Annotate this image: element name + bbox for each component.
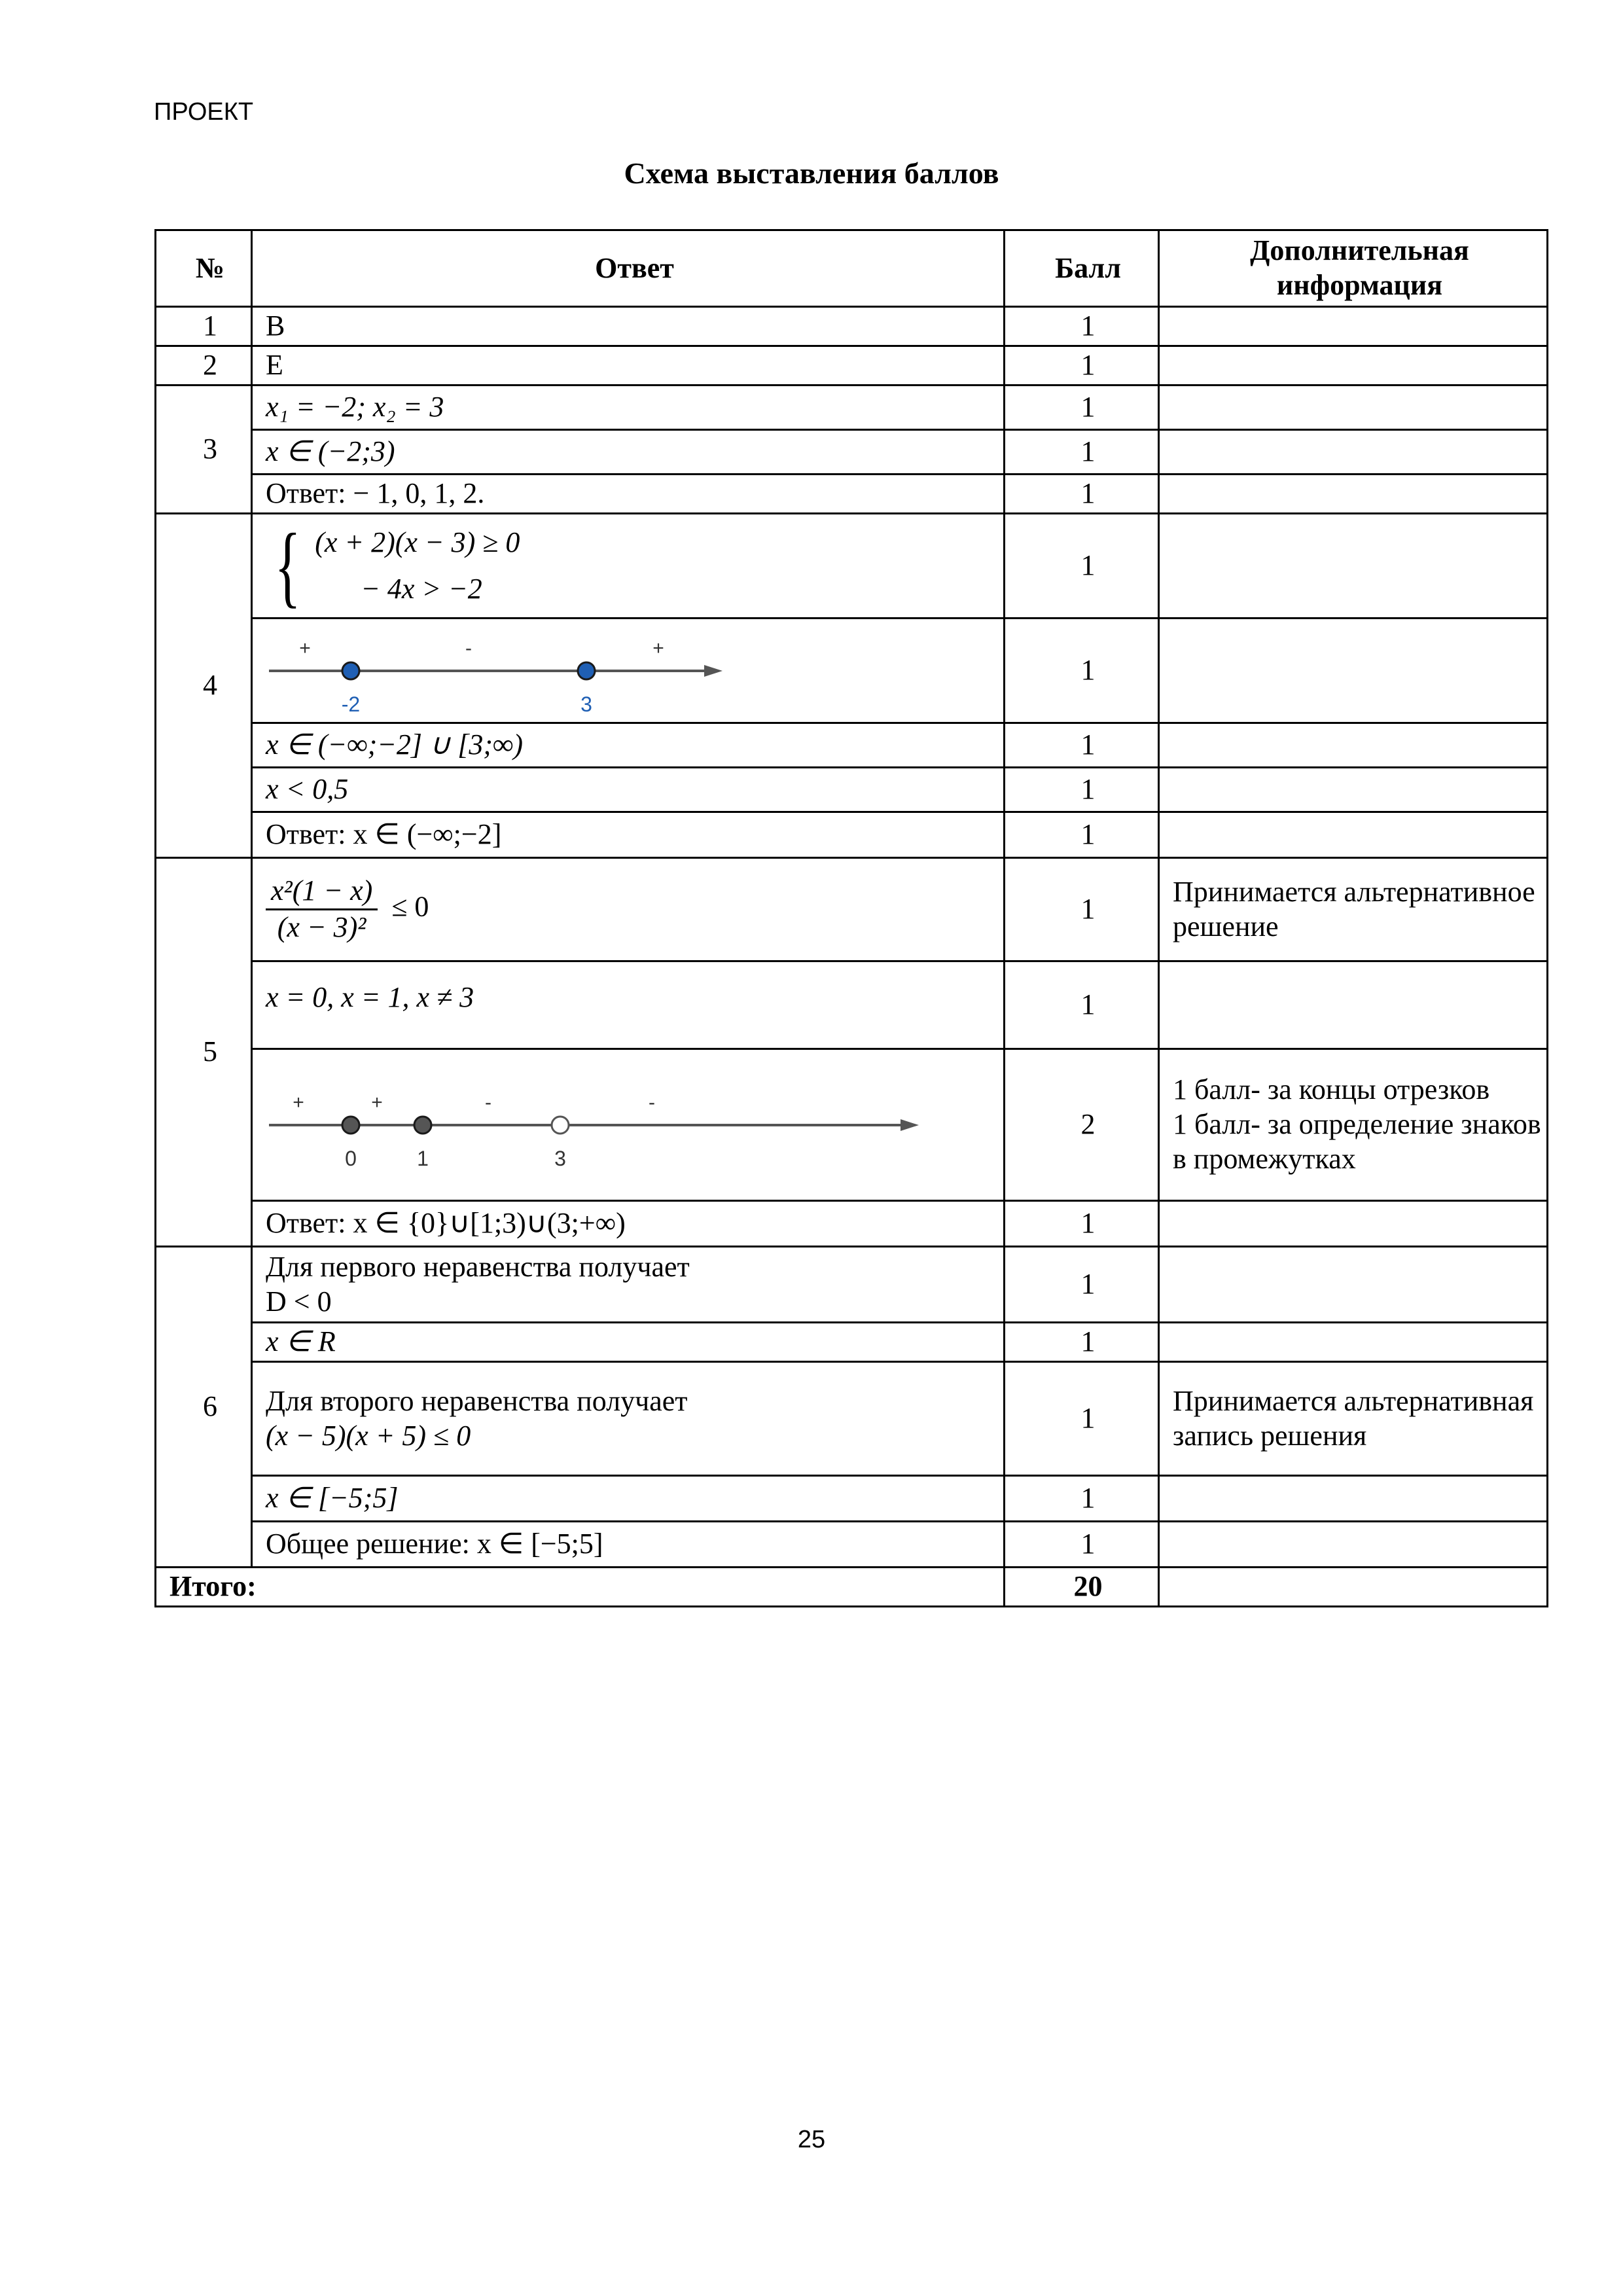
point-label: 0 xyxy=(345,1146,357,1168)
extra-cell xyxy=(1159,307,1548,346)
table-row xyxy=(156,812,1548,858)
arrow-head-icon xyxy=(704,665,722,677)
extra-cell xyxy=(1159,475,1548,514)
point-label: 1 xyxy=(417,1146,429,1168)
answer-cell: x ∈ (−∞;−2] ∪ [3;∞) xyxy=(252,723,1005,768)
page-number: 25 xyxy=(797,2126,826,2153)
answer-cell: x₁ = −2; x₂ = 3 xyxy=(252,386,1005,430)
number-line-q4 xyxy=(266,628,737,713)
table-row xyxy=(156,1201,1548,1247)
table-row xyxy=(156,1476,1548,1522)
table-row xyxy=(156,961,1548,1049)
table-row xyxy=(156,1247,1548,1323)
answer-cell: Общее решение: x ∈ [−5;5] xyxy=(252,1522,1005,1568)
interval-sign: - xyxy=(465,637,472,659)
score-cell: 1 xyxy=(1005,1247,1159,1323)
interval-sign: + xyxy=(293,1091,304,1113)
answer-line-1: Для второго неравенства получает xyxy=(266,1384,688,1417)
score-cell: 1 xyxy=(1005,961,1159,1049)
table-row xyxy=(156,1522,1548,1568)
total-label: Итого: xyxy=(156,1568,1005,1607)
filled-point xyxy=(342,662,359,679)
answer-cell xyxy=(252,1362,1005,1476)
answer-cell: x < 0,5 xyxy=(252,768,1005,812)
extra-cell xyxy=(1159,812,1548,858)
extra-cell xyxy=(1159,386,1548,430)
number-line-q4-marks xyxy=(269,637,722,713)
score-cell: 1 xyxy=(1005,812,1159,858)
answer-line-2: D < 0 xyxy=(266,1285,332,1318)
question-number: 2 xyxy=(156,346,252,386)
score-cell: 1 xyxy=(1005,307,1159,346)
header-extra: Дополнительная информация xyxy=(1159,230,1548,307)
filled-point xyxy=(578,662,595,679)
answer-cell: В xyxy=(252,307,1005,346)
score-cell: 1 xyxy=(1005,1522,1159,1568)
header-num: № xyxy=(156,230,252,307)
extra-cell xyxy=(1159,961,1548,1049)
answer-cell: Ответ: x ∈ (−∞;−2] xyxy=(252,812,1005,858)
score-cell: 1 xyxy=(1005,430,1159,475)
draft-label: ПРОЕКТ xyxy=(154,98,254,126)
score-cell: 1 xyxy=(1005,346,1159,386)
score-cell: 1 xyxy=(1005,1476,1159,1522)
score-cell: 1 xyxy=(1005,1323,1159,1362)
question-number: 1 xyxy=(156,307,252,346)
answer-cell xyxy=(252,858,1005,961)
extra-cell xyxy=(1159,346,1548,386)
answer-cell: x ∈ (−2;3) xyxy=(252,430,1005,475)
system-line-1: (x + 2)(x − 3) ≥ 0 xyxy=(315,526,520,559)
header-score: Балл xyxy=(1005,230,1159,307)
extra-cell xyxy=(1159,723,1548,768)
answer-cell: Ответ: − 1, 0, 1, 2. xyxy=(252,475,1005,514)
extra-note-1: 1 балл- за концы отрезков xyxy=(1173,1073,1490,1106)
answer-cell: x ∈ [−5;5] xyxy=(252,1476,1005,1522)
extra-cell xyxy=(1159,430,1548,475)
table-row xyxy=(156,1323,1548,1362)
table-row xyxy=(156,346,1548,386)
score-cell: 1 xyxy=(1005,723,1159,768)
score-cell: 1 xyxy=(1005,1201,1159,1247)
point-label: 3 xyxy=(580,692,592,713)
table-row xyxy=(156,514,1548,619)
answer-cell xyxy=(252,1247,1005,1323)
extra-cell: Принимается альтернативная запись решения xyxy=(1159,1362,1548,1476)
total-score: 20 xyxy=(1005,1568,1159,1607)
answer-cell xyxy=(252,1049,1005,1201)
arrow-head-icon xyxy=(901,1119,919,1131)
point-label: -2 xyxy=(341,692,361,713)
answer-line-2: (x − 5)(x + 5) ≤ 0 xyxy=(266,1419,471,1452)
question-number: 6 xyxy=(156,1247,252,1568)
table-row xyxy=(156,1362,1548,1476)
inequality-system xyxy=(266,514,1003,617)
score-cell: 1 xyxy=(1005,619,1159,723)
score-cell: 1 xyxy=(1005,514,1159,619)
score-cell: 1 xyxy=(1005,858,1159,961)
question-number: 5 xyxy=(156,858,252,1247)
answer-cell: Ответ: x ∈ {0}∪[1;3)∪(3;+∞) xyxy=(252,1201,1005,1247)
fraction-denominator: (x − 3)² xyxy=(277,911,366,943)
interval-sign: - xyxy=(649,1091,655,1113)
header-answer: Ответ xyxy=(252,230,1005,307)
extra-cell xyxy=(1159,768,1548,812)
open-point xyxy=(552,1117,569,1134)
answer-line-1: Для первого неравенства получает xyxy=(266,1250,690,1283)
question-number: 4 xyxy=(156,514,252,858)
table-row xyxy=(156,1049,1548,1201)
extra-cell xyxy=(1159,1522,1548,1568)
score-cell: 1 xyxy=(1005,768,1159,812)
interval-sign: + xyxy=(652,637,664,659)
system-line-2: − 4x > −2 xyxy=(361,572,482,605)
score-cell: 1 xyxy=(1005,475,1159,514)
fraction xyxy=(266,874,378,945)
page-title: Схема выставления баллов xyxy=(624,156,999,190)
number-line-q5 xyxy=(266,1083,920,1168)
filled-point xyxy=(414,1117,431,1134)
brace-icon: { xyxy=(274,514,301,617)
total-row xyxy=(156,1568,1548,1607)
answer-cell: x = 0, x = 1, x ≠ 3 xyxy=(252,961,1005,1049)
table-row xyxy=(156,386,1548,430)
table-row xyxy=(156,475,1548,514)
table-row xyxy=(156,858,1548,961)
table-row xyxy=(156,768,1548,812)
extra-cell xyxy=(1159,1568,1548,1607)
extra-cell: Принимается альтернативное решение xyxy=(1159,858,1548,961)
extra-note-2: 1 балл- за определение знаков в промежутках xyxy=(1173,1108,1541,1175)
score-cell: 1 xyxy=(1005,386,1159,430)
table-row xyxy=(156,430,1548,475)
extra-cell xyxy=(1159,1247,1548,1323)
extra-cell xyxy=(1159,1476,1548,1522)
answer-cell: Е xyxy=(252,346,1005,386)
extra-cell xyxy=(1159,514,1548,619)
score-cell: 2 xyxy=(1005,1049,1159,1201)
question-number: 3 xyxy=(156,386,252,514)
answer-cell xyxy=(252,619,1005,723)
interval-sign: - xyxy=(485,1091,491,1113)
fraction-numerator: x²(1 − x) xyxy=(266,874,378,910)
extra-cell xyxy=(1159,1323,1548,1362)
interval-sign: + xyxy=(299,637,311,659)
extra-cell xyxy=(1159,1201,1548,1247)
score-cell: 1 xyxy=(1005,1362,1159,1476)
table-row xyxy=(156,619,1548,723)
table-header-row xyxy=(156,230,1548,307)
extra-cell xyxy=(1159,1049,1548,1201)
point-label: 3 xyxy=(554,1146,566,1168)
filled-point xyxy=(342,1117,359,1134)
extra-cell xyxy=(1159,619,1548,723)
interval-sign: + xyxy=(371,1091,383,1113)
number-line-q5-marks xyxy=(269,1092,919,1168)
answer-cell: x ∈ R xyxy=(252,1323,1005,1362)
scoring-table xyxy=(154,229,1548,1607)
answer-cell xyxy=(252,514,1005,619)
table-row xyxy=(156,723,1548,768)
inequality-tail: ≤ 0 xyxy=(391,890,429,923)
table-row xyxy=(156,307,1548,346)
